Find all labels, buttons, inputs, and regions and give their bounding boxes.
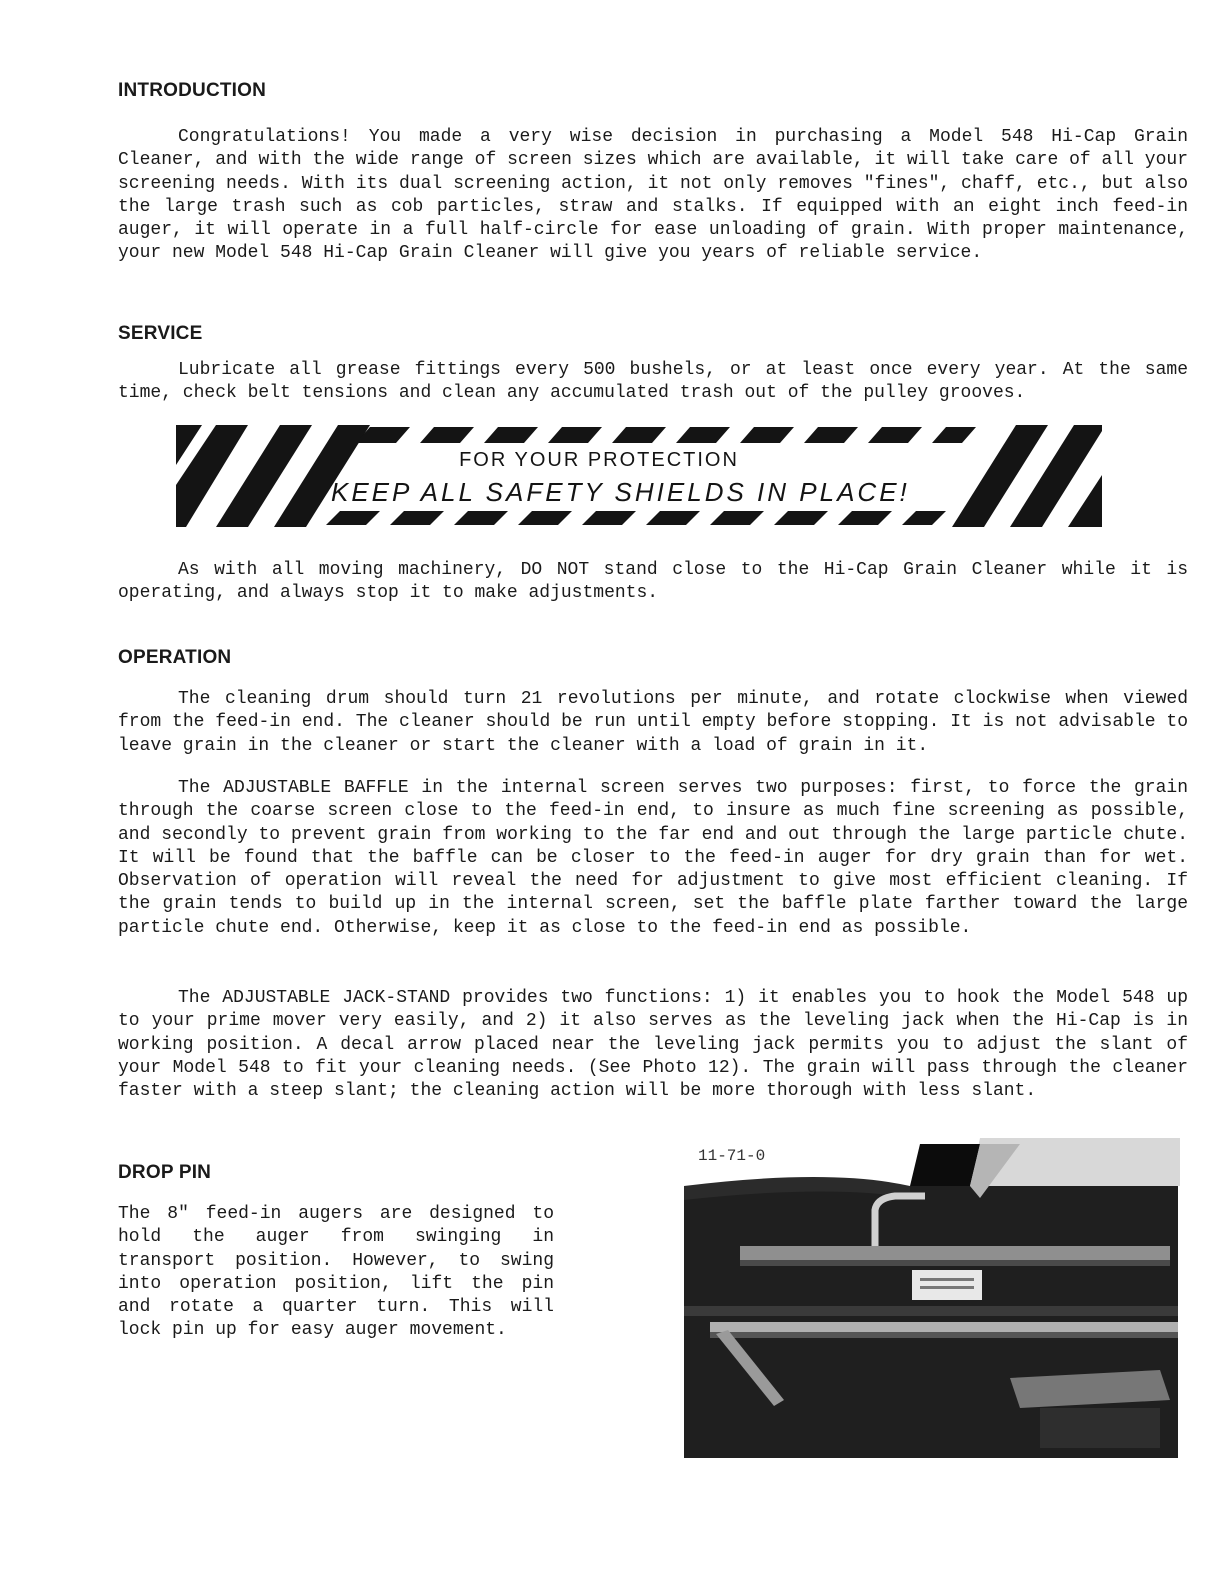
banner-line-2: KEEP ALL SAFETY SHIELDS IN PLACE!	[331, 477, 910, 507]
operation-heading: OPERATION	[118, 647, 232, 668]
introduction-heading: INTRODUCTION	[118, 80, 267, 101]
service-heading: SERVICE	[118, 323, 203, 344]
service-paragraph: Lubricate all grease fittings every 500 bushels, or at least once every year. At the same time, check belt tensions and clean any accumulated trash out of the pulley grooves.	[118, 360, 1188, 404]
drop-pin-paragraph: The 8" feed-in augers are designed to hold the auger from swinging in transport position. However, to swing into operation position, lift the pin and rotate a quarter turn. This will lock pin up for easy auger movement.	[118, 1204, 554, 1341]
safety-warning-banner	[176, 423, 1102, 535]
drop-pin-photo	[680, 1138, 1180, 1460]
safety-note-paragraph: As with all moving machinery, DO NOT stand close to the Hi-Cap Grain Cleaner while it is operating, and always stop it to make adjustments.	[118, 560, 1188, 604]
operation-paragraph-3: The ADJUSTABLE JACK-STAND provides two functions: 1) it enables you to hook the Model 548 up to your prime mover very easily, and 2) it also serves as the leveling jack when the Hi-Cap is in working position. A decal arrow placed near the leveling jack permits you to adjust the slant of your Model 548 to fit your cleaning needs. (See Photo 12). The grain will pass through the cleaner faster with a steep slant; the cleaning action will be more thorough with less slant.	[118, 988, 1188, 1102]
operation-paragraph-2: The ADJUSTABLE BAFFLE in the internal screen serves two purposes: first, to force the grain through the coarse screen close to the feed-in end, to insure as much fine screening as possible, and secondly to prevent grain from working to the far end and out through the large particle chute. It will be found that the baffle can be closer to the feed-in auger for dry grain than for wet. Observation of operation will reveal the need for adjustment to give most efficient cleaning. If the grain tends to build up in the internal screen, set the baffle plate farther toward the large particle chute end. Otherwise, keep it as close to the feed-in end as possible.	[118, 778, 1188, 938]
operation-paragraph-1: The cleaning drum should turn 21 revolutions per minute, and rotate clockwise when viewed from the feed-in end. The cleaner should be run until empty before stopping. It is not advisable to leave grain in the cleaner or start the cleaner with a load of grain in it.	[118, 689, 1188, 756]
banner-line-1: FOR YOUR PROTECTION	[459, 449, 739, 471]
drop-pin-heading: DROP PIN	[118, 1162, 212, 1183]
photo-label: 11-71-0	[698, 1147, 766, 1165]
introduction-paragraph: Congratulations! You made a very wise decision in purchasing a Model 548 Hi-Cap Grain Cleaner, and with the wide range of screen sizes which are available, it will take care of all your screening needs. With its dual screening action, it not only removes "fines", chaff, etc., but also the large trash such as cob particles, straw and stalks. If equipped with an eight inch feed-in auger, it will operate in a full half-circle for ease unloading of grain. With proper maintenance, your new Model 548 Hi-Cap Grain Cleaner will give you years of reliable service.	[118, 127, 1188, 264]
